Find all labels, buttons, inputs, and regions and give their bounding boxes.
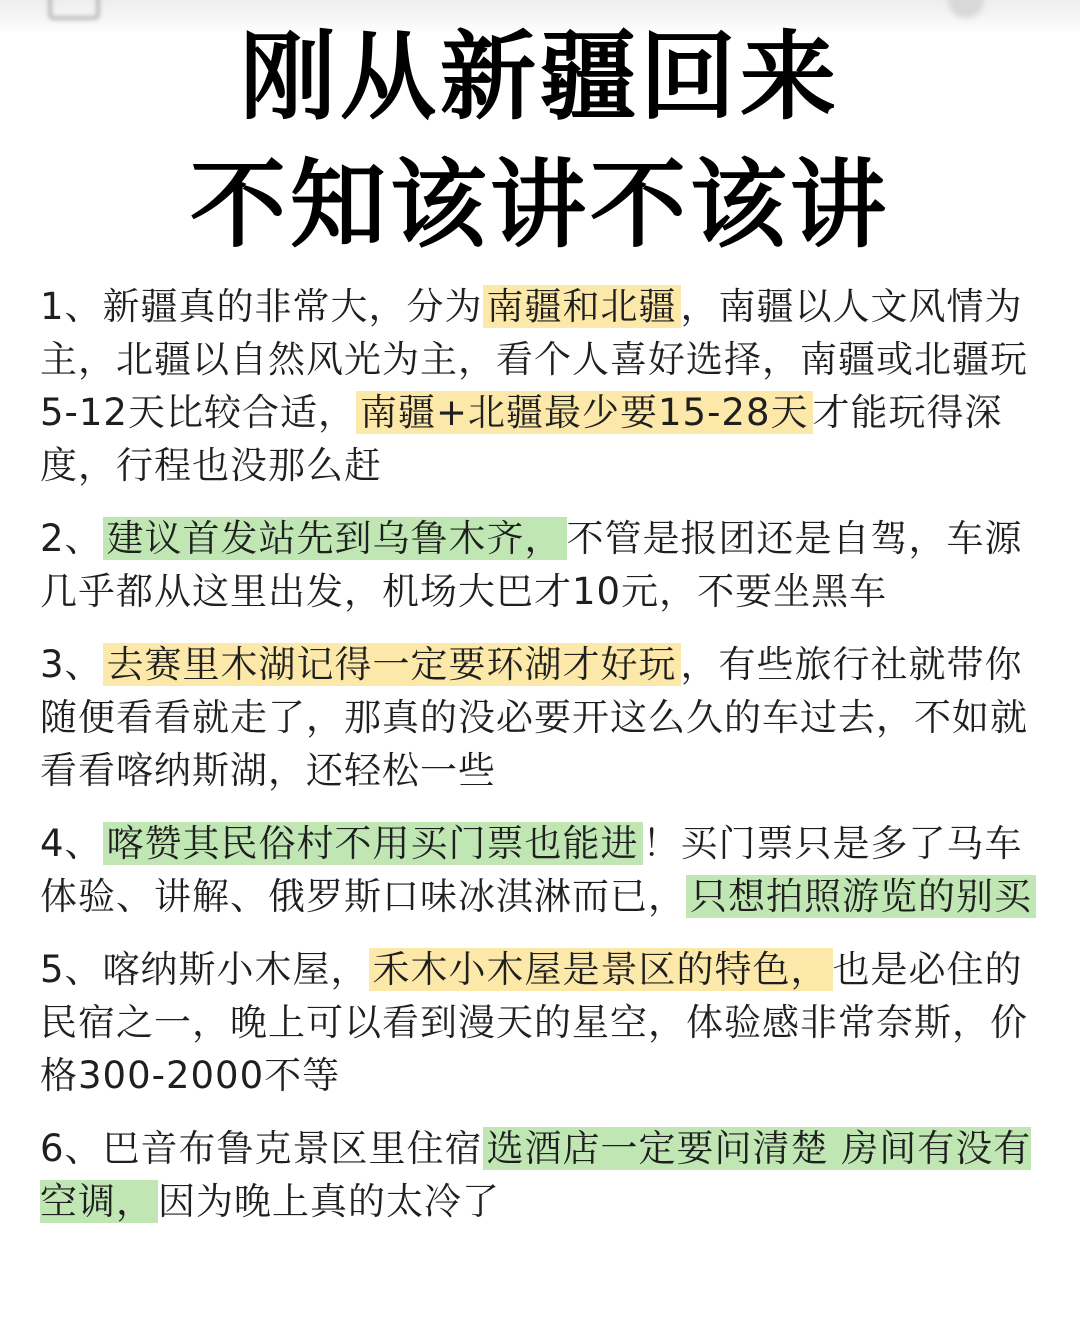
tip-text: 也是必住的民宿之一，晚上可以看到漫天的星空，体验感非常奈斯，价格300-2000不等 bbox=[40, 948, 1028, 1097]
tip-text: ！买门票只是多了马车体验、讲解、俄罗斯口味冰淇淋而已， bbox=[40, 822, 1023, 918]
highlight-green: 喀赞其民俗村不用买门票也能进 bbox=[103, 822, 643, 865]
tip-text: 5、喀纳斯小木屋， bbox=[40, 948, 369, 991]
tip-item-1 bbox=[40, 280, 1050, 492]
highlight-green: 只想拍照游览的别买 bbox=[686, 875, 1036, 918]
tip-item-3 bbox=[40, 638, 1050, 797]
headline-line-1: 刚从新疆回来 bbox=[240, 21, 840, 133]
tip-item-4 bbox=[40, 817, 1050, 923]
tip-text: 因为晚上真的太冷了 bbox=[158, 1180, 500, 1223]
tip-item-6 bbox=[40, 1122, 1050, 1228]
highlight-yellow: 南疆+北疆最少要15-28天 bbox=[356, 391, 813, 434]
tip-text: ，有些旅行社就带你随便看看就走了，那真的没必要开这么久的车过去，不如就看看喀纳斯湖，还轻松一些 bbox=[40, 643, 1028, 792]
blurred-status-icon bbox=[948, 0, 984, 18]
tip-item-2 bbox=[40, 512, 1050, 618]
highlight-yellow: 去赛里木湖记得一定要环湖才好玩 bbox=[103, 643, 681, 686]
headline-line-2: 不知该讲不该讲 bbox=[190, 149, 890, 261]
tip-text: 1、新疆真的非常大，分为 bbox=[40, 285, 483, 328]
highlight-yellow: 禾木小木屋是景区的特色， bbox=[369, 948, 833, 991]
highlight-green: 建议首发站先到乌鲁木齐， bbox=[103, 517, 567, 560]
tip-item-5 bbox=[40, 943, 1050, 1102]
tip-text: ，南疆以人文风情为主，北疆以自然风光为主，看个人喜好选择，南疆或北疆玩5-12天比较合适， bbox=[40, 285, 1028, 434]
tip-text: 6、巴音布鲁克景区里住宿 bbox=[40, 1127, 483, 1170]
tip-text: 3、 bbox=[40, 643, 103, 686]
highlight-green: 选酒店一定要问清楚 房间有没有空调， bbox=[40, 1127, 1032, 1223]
blurred-app-icon bbox=[48, 0, 100, 20]
highlight-yellow: 南疆和北疆 bbox=[483, 285, 681, 328]
tip-text: 4、 bbox=[40, 822, 103, 865]
tip-text: 不管是报团还是自驾，车源几乎都从这里出发，机场大巴才10元，不要坐黑车 bbox=[40, 517, 1023, 613]
tip-text: 才能玩得深度，行程也没那么赶 bbox=[40, 391, 1003, 487]
tips-list bbox=[40, 280, 1050, 1228]
tip-text: 2、 bbox=[40, 517, 103, 560]
